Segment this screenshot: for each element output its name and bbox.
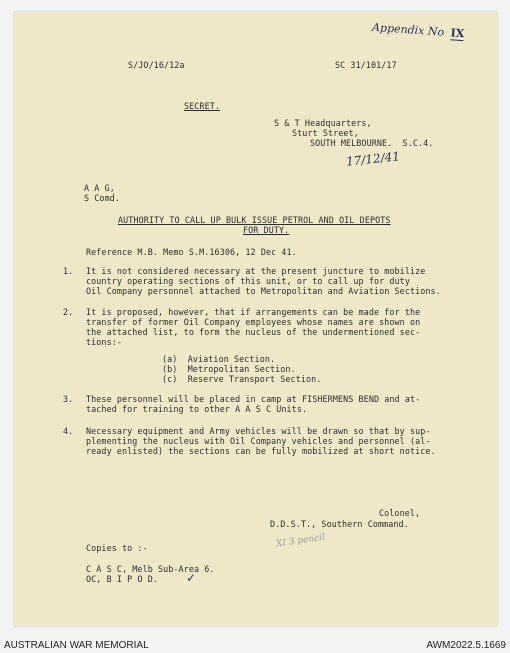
paragraph-4-number: 4. [63,426,74,436]
section-item: (b) Metropolitan Section. [162,364,296,374]
section-item: (c) Reserve Transport Section. [162,374,322,384]
copies-item: C A S C, Melb Sub-Area 6. [86,564,215,574]
signature-rank: Colonel, [379,508,421,518]
address-line-2: Sturt Street, [292,128,359,138]
tick-mark: ✓ [186,571,197,585]
paragraph-2-line: It is proposed, however, that if arrangements can be made for the [86,307,421,317]
footer-institution: AUSTRALIAN WAR MEMORIAL [4,640,149,651]
signature-title: D.D.S.T., Southern Command. [270,519,409,529]
file-ref-right: SC 31/101/17 [335,60,397,70]
reference-line: Reference M.B. Memo S.M.16306, 12 Dec 41. [86,247,297,257]
paragraph-2-line: tions:- [86,337,122,347]
address-line-1: S & T Headquarters, [274,118,372,128]
paragraph-2-number: 2. [63,307,74,317]
paragraph-4-line: plementing the nucleus with Oil Company vehicles and personnel (al- [86,436,431,446]
footer-accession-number: AWM2022.5.1669 [426,640,506,651]
file-ref-left: S/JO/16/12a [128,60,185,70]
recipient-line-1: A A G, [84,183,115,193]
paragraph-2-line: the attached list, to form the nucleus of the undermentioned sec- [86,327,421,337]
copies-heading: Copies to :- [86,543,148,553]
paragraph-1-line: Oil Company personnel attached to Metropolitan and Aviation Sections. [86,286,441,296]
recipient-line-2: S Comd. [84,193,120,203]
handwritten-date: 17/12/41 [345,149,401,169]
section-item: (a) Aviation Section. [162,354,276,364]
paragraph-1-line: It is not considered necessary at the present juncture to mobilize [86,266,426,276]
paragraph-1-number: 1. [63,266,74,276]
document-title-line-1: AUTHORITY TO CALL UP BULK ISSUE PETROL AND OIL DEPOTS [118,215,391,225]
appendix-label: Appendix No [371,20,445,39]
copies-item: OC, B I P O D. [86,574,158,584]
paragraph-4-line: Necessary equipment and Army vehicles will be drawn so that by sup- [86,426,431,436]
paragraph-3-line: These personnel will be placed in camp at FISHERMENS BEND and at- [86,394,421,404]
pencil-annotation: XI 3 pencil [275,532,326,550]
paragraph-3-line: tached for training to other A A S C Units. [86,404,308,414]
paragraph-3-number: 3. [63,394,74,404]
paragraph-2-line: transfer of former Oil Company employees whose names are shown on [86,317,421,327]
appendix-number: IX [450,26,465,41]
paragraph-1-line: country operating sections of this unit, or to call up for duty [86,276,410,286]
classification: SECRET. [184,101,220,111]
paragraph-4-line: ready enlisted) the sections can be fully mobilized at short notice. [86,446,436,456]
document-title-line-2: FOR DUTY. [243,225,290,235]
address-line-3: SOUTH MELBOURNE. S.C.4. [310,138,434,148]
